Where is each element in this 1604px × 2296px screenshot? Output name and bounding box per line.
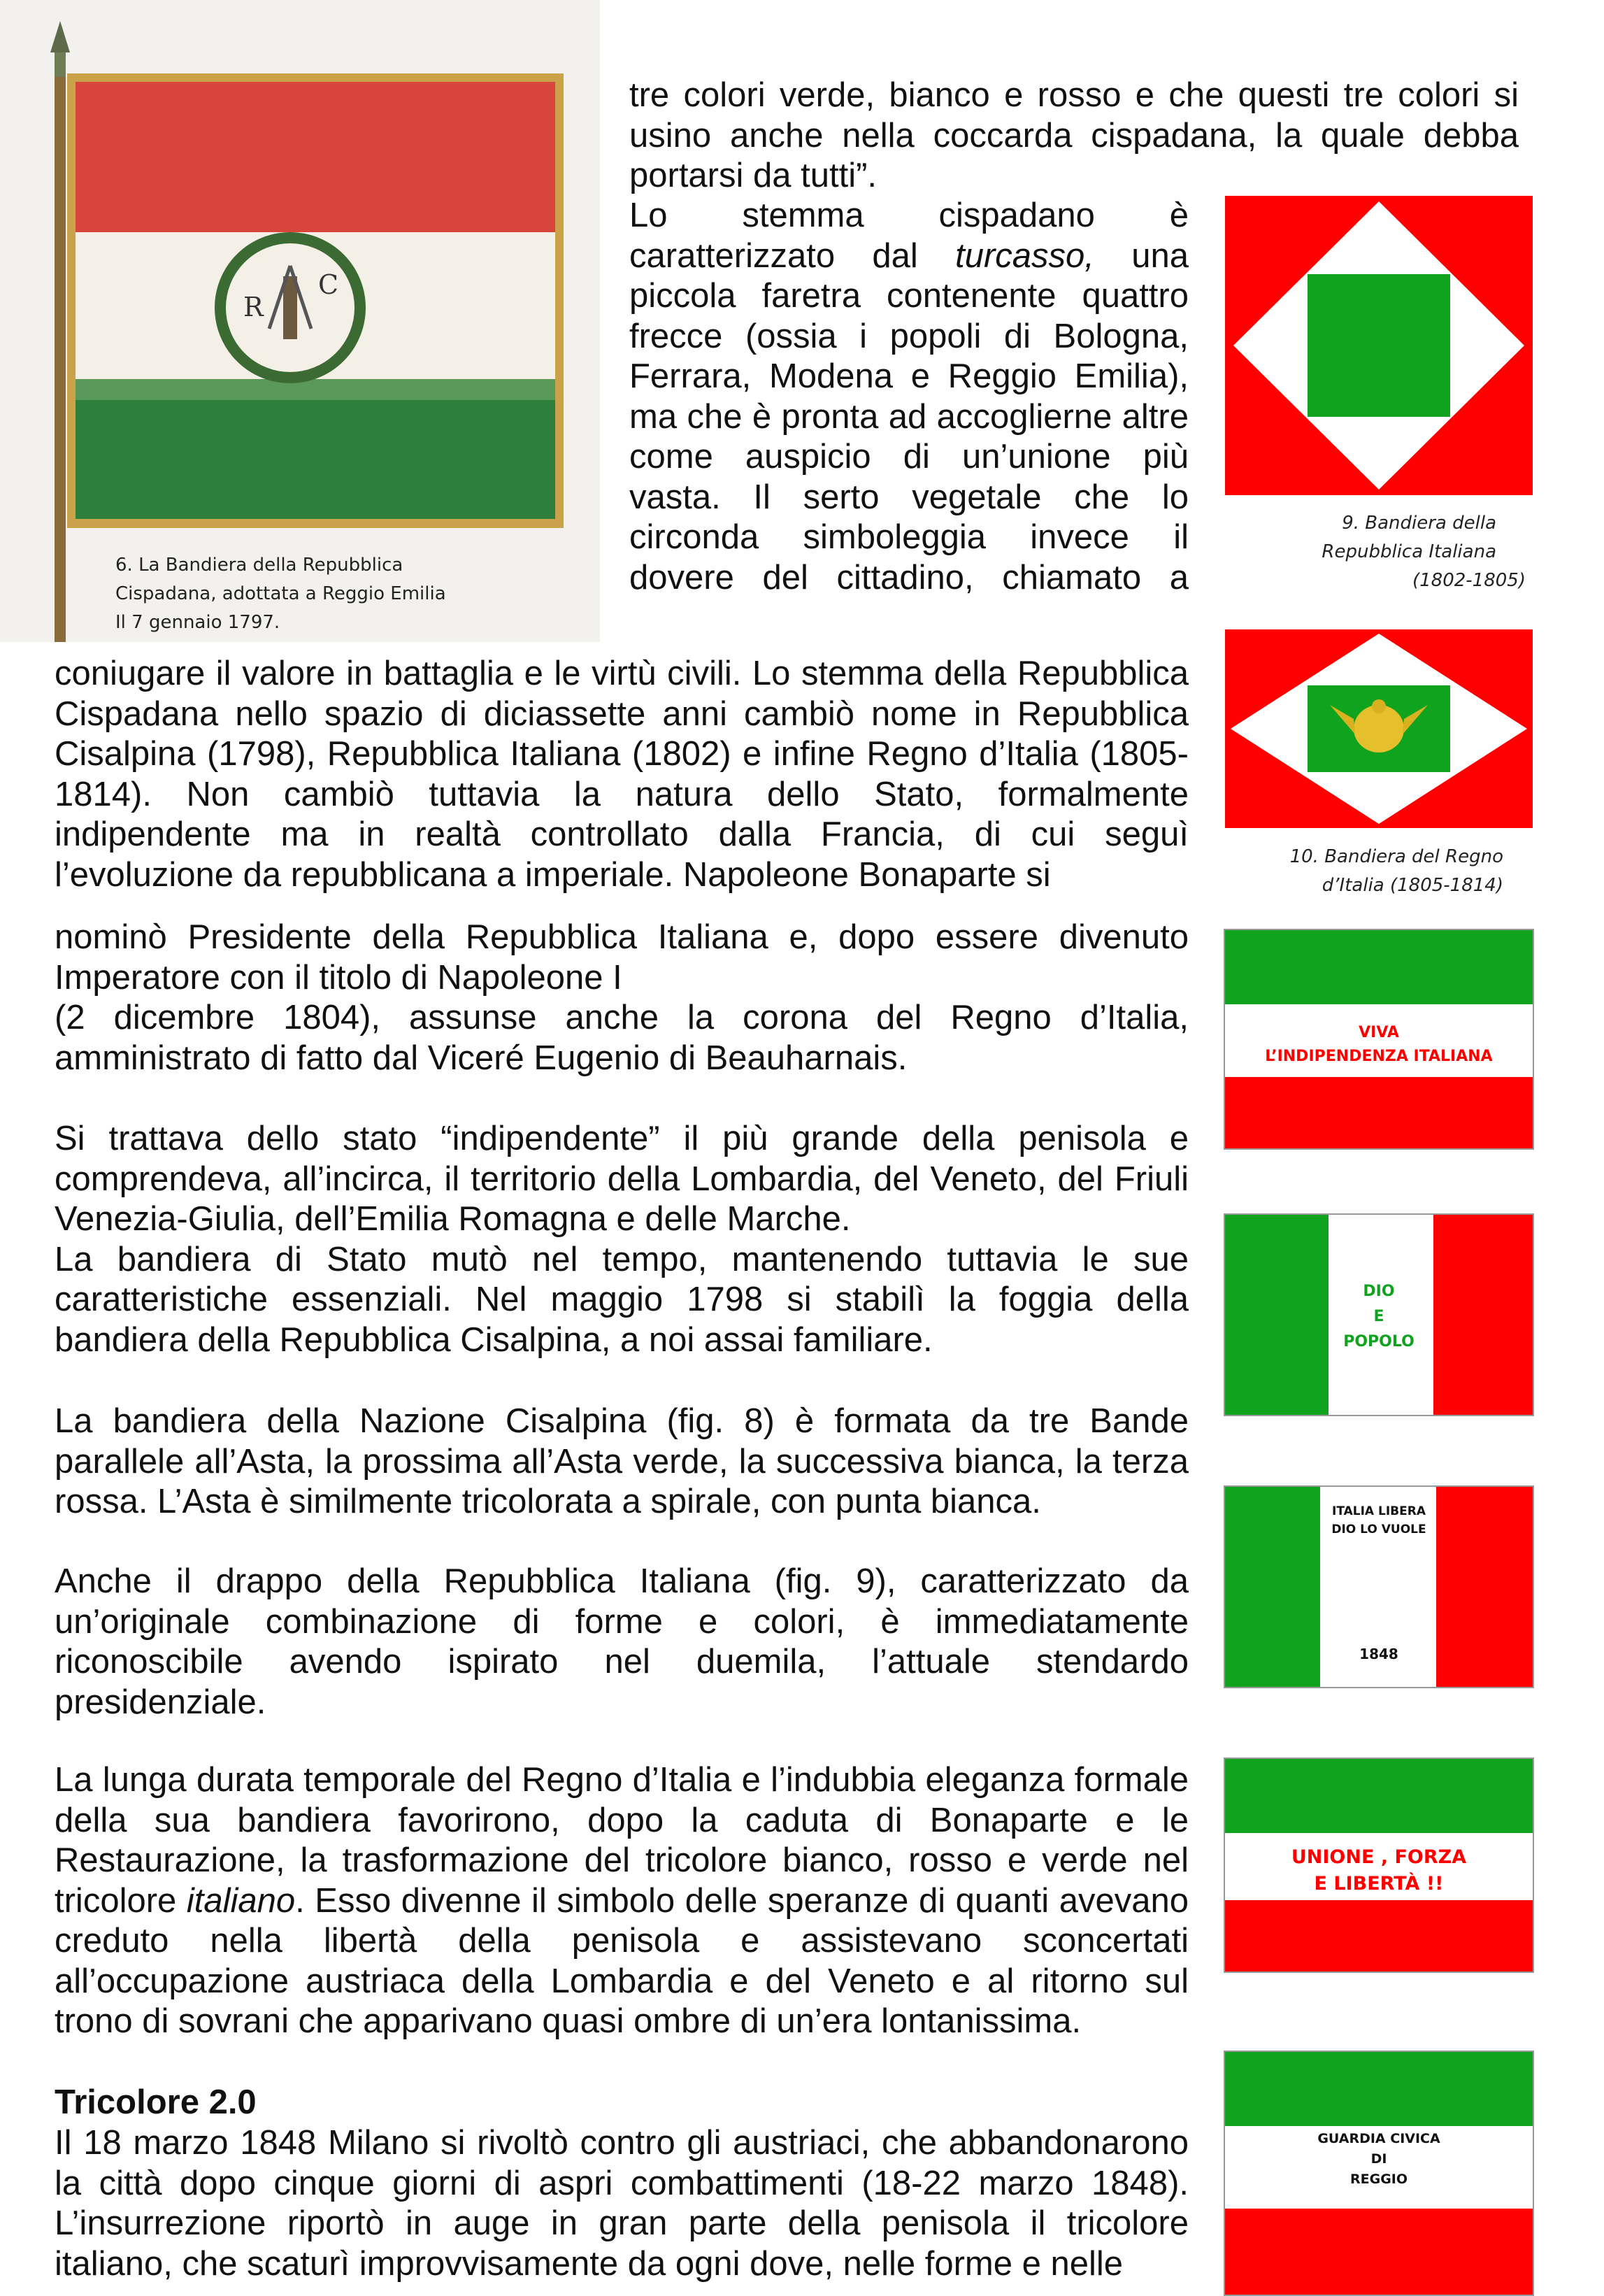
flag-red-band xyxy=(76,82,555,232)
caption-line: Il 7 gennaio 1797. xyxy=(115,612,280,633)
paragraph-7: Anche il drappo della Repubblica Italiana (fig. 9), caratterizzato da un’originale combinazione di forme e colori, è immediatamente riconoscibile avendo ispirato nel duemila, l’attuale stendardo presidenziale. xyxy=(55,1562,1189,1721)
flag-red-band xyxy=(1225,1077,1533,1148)
section-heading: Tricolore 2.0 xyxy=(55,2083,257,2121)
flag-year: 1848 xyxy=(1359,1646,1398,1662)
paragraph-1-line: usino anche nella coccarda cispadana, la quale debba xyxy=(629,116,1519,155)
paragraph-4: nominò Presidente della Repubblica Italiana e, dopo essere divenuto Imperatore con il titolo di Napoleone I (2 dicembre 1804), assunse anche la corona del Regno d’Italia, amministrato di fatto dal Viceré Eugenio di Beauharnais. xyxy=(55,918,1189,1077)
paragraph-5: Si trattava dello stato “indipendente” il più grande della penisola e comprendeva, all’incirca, il territorio della Lombardia, del Veneto, del Friuli Venezia-Giulia, dell’Emilia Romagna e delle Marche. La bandiera di Stato mutò nel tempo, mantenendo tuttavia le sue caratteristiche essenziali. Nel maggio 1798 si stabilì la foggia della bandiera della Repubblica Cisalpina, a noi assai familiare. xyxy=(55,1120,1189,1359)
paragraph-9: Il 18 marzo 1848 Milano si rivoltò contro gli austriaci, che abbandonarono la città dopo cinque giorni di aspri combattimenti (18-22 marzo 1848). L’insurrezione riportò in auge in gran parte della penisola il tricolore italiano, che scaturì improvvisamente da ogni dove, nelle forme e nelle xyxy=(55,2124,1189,2283)
cispadana-flag-illustration xyxy=(0,0,600,642)
figure-10-caption: 10. Bandiera del Regno d’Italia (1805-1814) xyxy=(1289,846,1503,896)
cispadana-emblem xyxy=(220,238,360,378)
flag-dio-e-popolo xyxy=(1224,1213,1534,1416)
paragraph-6: La bandiera della Nazione Cisalpina (fig. 8) è formata da tre Bande parallele all’Asta, la prossima all’Asta verde, la successiva bianca, la terza rossa. L’Asta è similmente tricolorata a spirale, con punta bianca. xyxy=(55,1402,1189,1520)
flag-red-band xyxy=(1225,1900,1533,1971)
flag-green-band xyxy=(1225,1759,1533,1833)
paragraph-2: Lo stemma cispadano è caratterizzato dal turcasso, una piccola faretra contenente quattro frecce (ossia i popoli di Bologna, Ferrara, Modena e Reggio Emilia), ma che è pronta ad accoglierne altre come auspicio di un’unione più vasta. Il serto vegetale che lo circonda simboleggia invece il dovere del cittadino, chiamato a xyxy=(629,197,1189,597)
pole-tip xyxy=(50,21,70,52)
flag-slogan: GUARDIA CIVICA DI REGGIO xyxy=(1317,2131,1440,2187)
regno-italia-flag xyxy=(1225,629,1533,828)
figure-9-flag xyxy=(1225,196,1533,495)
paragraph-1-line: portarsi da tutti”. xyxy=(629,157,878,194)
flag-green-band xyxy=(1225,930,1533,1004)
figure-10-flag xyxy=(1225,629,1533,828)
flag-guardia-civica xyxy=(1224,2051,1534,2296)
flag-slogan: UNIONE , FORZA E LIBERTÀ !! xyxy=(1291,1846,1467,1895)
figure-9-caption: 9. Bandiera della Repubblica Italiana (1802-1805) xyxy=(1322,513,1526,591)
flag-slogan: ITALIA LIBERA DIO LO VUOLE xyxy=(1331,1504,1426,1536)
figure-6-caption xyxy=(115,551,446,637)
emblem-letter-r: R xyxy=(243,292,264,322)
paragraph-3: coniugare il valore in battaglia e le virtù civili. Lo stemma della Repubblica Cispadana nello spazio di diciassette anni cambiò nome in Repubblica Cisalpina (1798), Repubblica Italiana (1802) e infine Regno d’Italia (1805-1814). Non cambiò tuttavia la natura dello Stato, formalmente indipendente ma in realtà controllato dalla Francia, di cui seguì l’evoluzione da repubblicana a imperiale. Napoleone Bonaparte si xyxy=(55,655,1189,894)
caption-line: 6. La Bandiera della Repubblica xyxy=(115,555,403,576)
paragraph-8: La lunga durata temporale del Regno d’Italia e l’indubbia eleganza formale della sua bandiera favorirono, dopo la caduta di Bonaparte e le Restaurazione, la trasformazione del tricolore bianco, rosso e verde nel tricolore italiano. Esso divenne il simbolo delle speranze di quanti avevano creduto nella libertà della penisola e assistevano sconcertati all’occupazione austriaca della Lombardia e del Veneto e al ritorno sul trono di sovrani che apparivano quasi ombre di un’era lontanissima. xyxy=(55,1761,1189,2040)
figure-6-cispadana-flag xyxy=(0,0,600,642)
paragraph-1-line: tre colori verde, bianco e rosso e che questi tre colori si xyxy=(629,76,1519,114)
flag-slogan: DIO E POPOLO xyxy=(1343,1283,1415,1350)
flag-unione-forza-liberta xyxy=(1224,1757,1534,1973)
emblem-letter-c: C xyxy=(318,269,339,300)
flag-slogan: VIVA L’INDIPENDENZA ITALIANA xyxy=(1265,1024,1493,1065)
caption-line: Cispadana, adottata a Reggio Emilia xyxy=(115,583,446,604)
flag-pole xyxy=(55,49,66,642)
flag-red-band xyxy=(1225,2209,1533,2295)
paragraph-1 xyxy=(629,76,1519,197)
flag-green-band xyxy=(1225,2052,1533,2126)
repubblica-italiana-flag xyxy=(1225,196,1533,495)
flag-viva-indipendenza xyxy=(1224,929,1534,1150)
flag-italia-libera-1848 xyxy=(1224,1485,1534,1688)
